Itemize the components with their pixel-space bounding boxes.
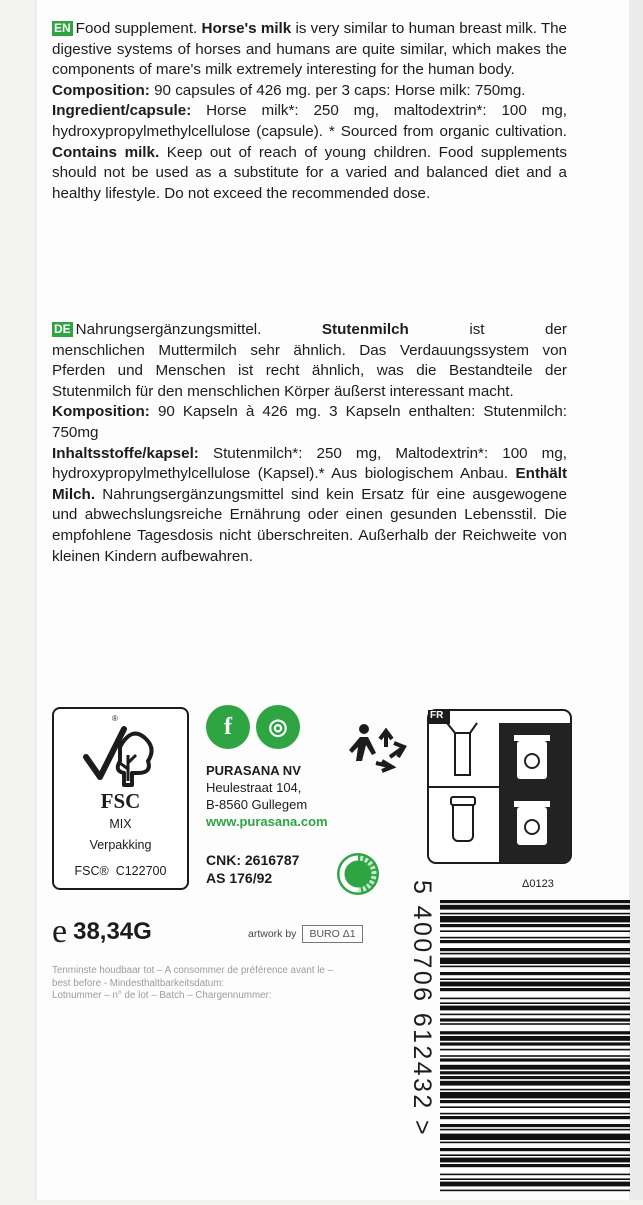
barcode-digits-container bbox=[408, 880, 438, 1200]
en-language-badge: EN bbox=[54, 21, 71, 35]
english-section bbox=[52, 19, 567, 204]
ean-barcode bbox=[440, 880, 630, 1200]
barcode-bar bbox=[440, 1106, 630, 1108]
barcode-bar bbox=[440, 913, 630, 915]
company-name: PURASANA NV bbox=[206, 763, 301, 778]
estimated-sign-icon: e bbox=[52, 913, 68, 950]
instagram-icon[interactable]: ◎ bbox=[256, 705, 300, 749]
delta-code: Δ0123 bbox=[522, 878, 554, 890]
recycling-bins-graphic bbox=[427, 709, 572, 864]
best-before-lot-fields: Tenminste houdbaar tot – A consommer de préférence avant le – best before - Mindesthaltbarkeitsdatum: Lotnummer – n° de lot – Batch – Chargennummer: bbox=[52, 965, 334, 1001]
barcode-bars bbox=[440, 880, 630, 1200]
de-language-badge: DE bbox=[54, 322, 71, 336]
barcode-bar bbox=[440, 940, 630, 943]
barcode-bar bbox=[440, 930, 630, 932]
barcode-bar bbox=[440, 1158, 630, 1163]
fsc-material-label: Verpakking bbox=[89, 838, 152, 852]
barcode-bar bbox=[440, 905, 630, 910]
barcode-bar bbox=[440, 1006, 630, 1011]
barcode-bar bbox=[440, 900, 630, 903]
barcode-bar bbox=[440, 1036, 630, 1041]
cnk-code: CNK: 2616787 bbox=[206, 852, 300, 868]
barcode-bar bbox=[440, 1081, 630, 1086]
barcode-bar bbox=[440, 1031, 630, 1034]
barcode-bar bbox=[440, 1065, 630, 1070]
studio-logo: BURO Δ1 bbox=[302, 925, 362, 943]
company-website-link[interactable]: www.purasana.com bbox=[206, 814, 328, 829]
barcode-bar bbox=[440, 982, 630, 987]
barcode-bar bbox=[440, 1042, 630, 1045]
net-weight-value: 38,34G bbox=[73, 918, 152, 945]
barcode-bar bbox=[440, 972, 630, 975]
german-composition: Komposition: 90 Kapseln à 426 mg. 3 Kapseln enthalten: Stutenmilch: 750mg bbox=[52, 403, 567, 441]
barcode-bar bbox=[440, 1049, 630, 1051]
english-composition: Composition: 90 capsules of 426 mg. per 3 caps: Horse milk: 750mg. bbox=[52, 81, 526, 99]
barcode-bar bbox=[440, 1190, 630, 1192]
company-street: Heulestraat 104, bbox=[206, 780, 302, 795]
barcode-bar bbox=[440, 937, 630, 939]
barcode-bar bbox=[440, 1092, 630, 1098]
fsc-tree-check-icon bbox=[80, 721, 160, 793]
english-intro: EN Food supplement. Horse's milk is very similar to human breast milk. The digestive systems of horses and humans are quite similar, which makes the components of mare's milk extremely interesting for the human body. bbox=[52, 20, 567, 79]
barcode-bar bbox=[440, 924, 630, 927]
company-city: B-8560 Gullegem bbox=[206, 797, 308, 812]
artwork-credit: artwork by BURO Δ1 bbox=[248, 925, 363, 943]
fsc-certification-box bbox=[52, 707, 189, 890]
german-intro-first-line: DE Nahrungsergänzungsmittel. Stutenmilch ist der bbox=[54, 321, 567, 338]
barcode-bar bbox=[440, 1018, 630, 1021]
barcode-bar bbox=[440, 1116, 630, 1119]
fsc-registered-mark: ® bbox=[112, 714, 118, 723]
barcode-bar bbox=[440, 1076, 630, 1079]
barcode-bar bbox=[440, 1023, 630, 1025]
green-dot-icon bbox=[336, 852, 380, 896]
english-ingredients: Ingredient/capsule: Horse milk*: 250 mg, maltodextrin*: 100 mg, hydroxypropylmethylcellulose (capsule). * Sourced from organic cultivation. Contains milk. Keep out of reach of young children. Food supplements should not be used as a substitute for a varied and balanced diet and a healthy lifestyle. Do not exceed the recommended dose. bbox=[52, 102, 567, 202]
barcode-bar bbox=[440, 1164, 630, 1167]
barcode-bar bbox=[440, 978, 630, 980]
barcode-bar bbox=[440, 953, 630, 955]
barcode-bar bbox=[440, 1002, 630, 1004]
barcode-bar bbox=[440, 1058, 630, 1061]
barcode-digits: 5 400706 612432 > bbox=[408, 880, 436, 1137]
barcode-bar bbox=[440, 988, 630, 991]
barcode-bar bbox=[440, 1174, 630, 1176]
fsc-license-code: FSC® C122700 bbox=[74, 864, 167, 878]
barcode-bar bbox=[440, 1113, 630, 1115]
barcode-bar bbox=[440, 966, 630, 968]
barcode-bar bbox=[440, 1148, 630, 1151]
net-weight bbox=[52, 913, 152, 950]
barcode-bar bbox=[440, 1142, 630, 1144]
barcode-bar bbox=[440, 1071, 630, 1074]
barcode-bar bbox=[440, 948, 630, 951]
barcode-bar bbox=[440, 1100, 630, 1103]
german-intro: menschlichen Muttermilch sehr ähnlich. Das Verdauungssystem von Pferden und Menschen ist recht ähnlich, was die Bestandteile der Stutenmilch für den menschlichen Körper äußerst interessant macht. bbox=[52, 341, 567, 400]
barcode-bar bbox=[440, 1178, 630, 1180]
fsc-brand: FSC bbox=[100, 789, 141, 813]
recycling-country-code: FR bbox=[430, 710, 444, 721]
barcode-bar bbox=[440, 1089, 630, 1091]
barcode-bar bbox=[440, 1129, 630, 1131]
barcode-bar bbox=[440, 1014, 630, 1016]
as-code: AS 176/92 bbox=[206, 870, 273, 886]
label-edge bbox=[629, 0, 643, 1200]
fsc-mix-label: MIX bbox=[109, 817, 132, 831]
barcode-bar bbox=[440, 998, 630, 1000]
triman-recycling-icon bbox=[346, 717, 418, 777]
barcode-bar bbox=[440, 1055, 630, 1057]
barcode-bar bbox=[440, 1182, 630, 1187]
barcode-bar bbox=[440, 958, 630, 964]
barcode-bar bbox=[440, 916, 630, 922]
barcode-bar bbox=[440, 1134, 630, 1140]
barcode-bar bbox=[440, 1124, 630, 1127]
german-section bbox=[52, 320, 567, 567]
barcode-bar bbox=[440, 1154, 630, 1156]
facebook-icon[interactable]: f bbox=[206, 705, 250, 749]
recycling-info-panel bbox=[427, 709, 572, 864]
german-ingredients: Inhaltsstoffe/kapsel: Stutenmilch*: 250 mg, Maltodextrin*: 100 mg, hydroxypropylmethylcellulose (Kapsel).* Aus biologischem Anbau. Enthält Milch. Nahrungsergänzungsmittel sind kein Ersatz für eine ausgewogene und abwechslungsreiche Ernährung oder einen gesunden Lebensstil. Die empfohlene Tagesdosis nicht überschreiten. Außerhalb der Reichweite von kleinen Kindern aufbewahren. bbox=[52, 444, 567, 565]
